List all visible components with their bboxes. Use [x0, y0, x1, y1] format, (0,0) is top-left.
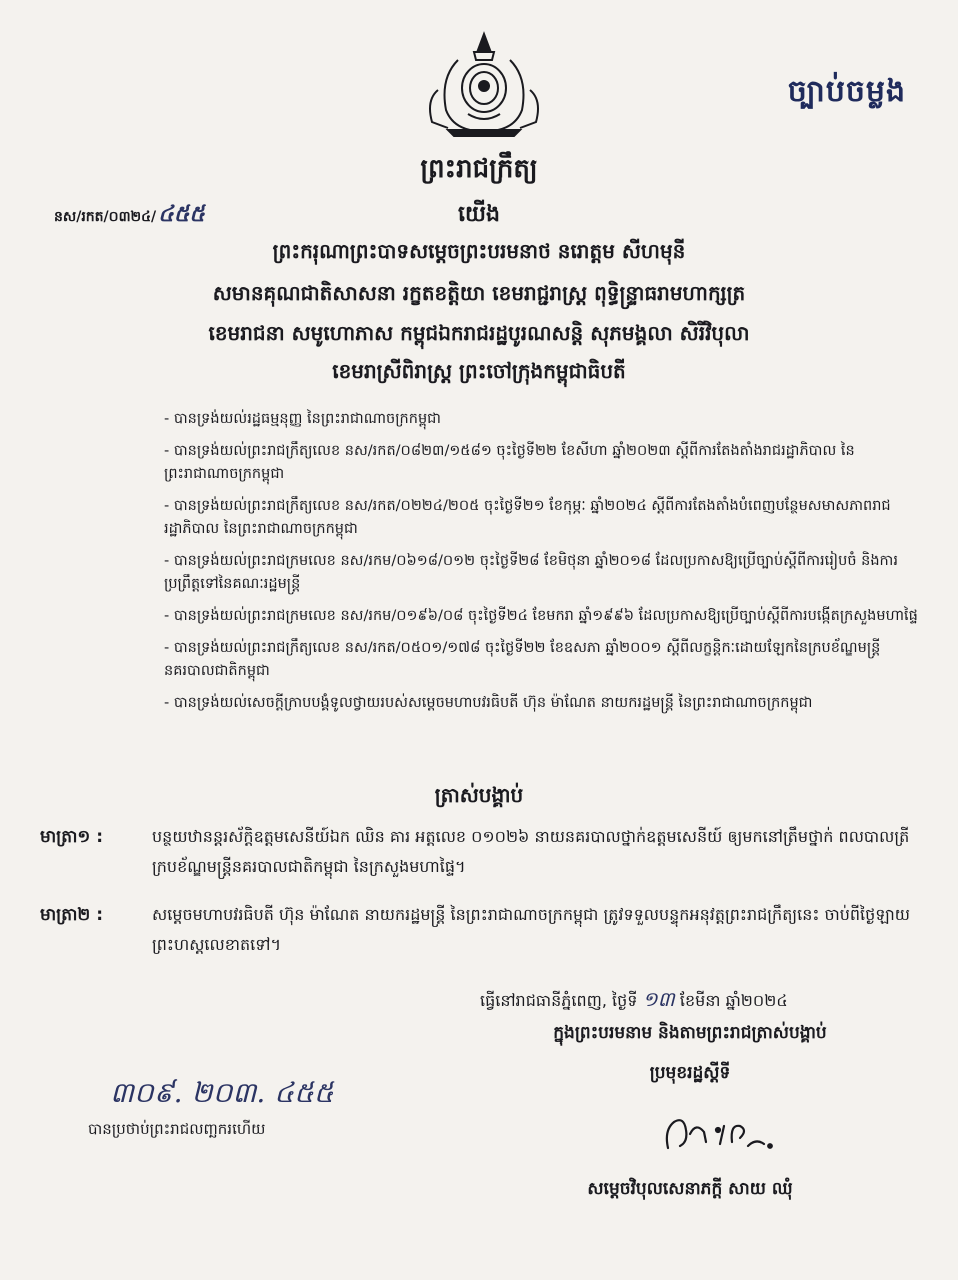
- decree-title: ព្រះរាជក្រឹត្យ: [420, 154, 538, 184]
- consideration-item: - បានទ្រង់យល់ព្រះរាជក្រឹត្យលេខ នស/រកត/០៨២៣/១៥៨១ ចុះថ្ងៃទី២២ ខែសីហា ឆ្នាំ២០២៣ ស្តីពីការតែងតាំងរាជរដ្ឋាភិបាល នៃព្រះរាជាណាចក្រកម្ពុជា: [164, 443, 855, 482]
- handwritten-signature-icon: [660, 1108, 780, 1156]
- article-text: បន្ថយឋានន្តរស័ក្តិឧត្តមសេនីយ៍ឯក ឈិន គារ អត្តលេខ ០១០២៦ នាយនគរបាលថ្នាក់ឧត្តមសេនីយ៍ ឲ្យមកនៅត្រឹមថ្នាក់ ពលបាលត្រី ក្របខ័ណ្ឌមន្ត្រីនគរបាលជាតិកម្ពុជា នៃក្រសួងមហាផ្ទៃ។: [152, 827, 910, 876]
- signature-block: [470, 1018, 910, 1088]
- day-handwritten: ១៣: [642, 987, 675, 1011]
- we-heading: យើង: [458, 202, 500, 227]
- article-2: [40, 900, 920, 960]
- order-heading: ត្រាស់បង្គាប់: [434, 783, 524, 807]
- article-text: សម្តេចមហាបវរធិបតី ហ៊ុន ម៉ាណែត នាយករដ្ឋមន្ត្រី នៃព្រះរាជាណាចក្រកម្ពុជា ត្រូវទទួលបន្ទុកអនុវត្តព្រះរាជក្រឹត្យនេះ ចាប់ពីថ្ងៃឡាយព្រះហស្តលេខាតទៅ។: [152, 905, 911, 954]
- done-at-suffix: ខែមីនា ឆ្នាំ២០២៤: [679, 991, 788, 1010]
- king-title-line: ព្រះករុណាព្រះបាទសម្តេចព្រះបរមនាថ នរោត្តម សីហមុនី: [272, 239, 686, 263]
- king-title-line: ខេមរាជនា សមូហោភាស កម្ពុជឯករាជរដ្ឋបូរណសន្តិ សុភមង្គលា សិរីវិបុលា: [208, 321, 750, 345]
- done-at-prefix: ធ្វើនៅរាជធានីភ្នំពេញ, ថ្ងៃទី: [480, 991, 638, 1010]
- consideration-item: - បានទ្រង់យល់ព្រះរាជក្រមលេខ នស/រកម/០៦១៨/០១២ ចុះថ្ងៃទី២៨ ខែមិថុនា ឆ្នាំ២០១៨ ដែលប្រកាសឱ្យប្រើច្បាប់ស្តីពីការរៀបចំ និងការប្រព្រឹត្តទៅនៃគណៈរដ្ឋមន្ត្រី: [164, 553, 898, 592]
- registration-number-handwritten: ៣០៩. ២០៣. ៤៥៥: [110, 1076, 334, 1109]
- reference-number-handwritten: ៤៥៥: [158, 201, 205, 227]
- place-and-date: [480, 986, 788, 1016]
- royal-coat-of-arms-icon: [418, 30, 550, 140]
- consideration-item: - បានទ្រង់យល់ព្រះរាជក្រឹត្យលេខ នស/រកត/០២២៤/២០៥ ចុះថ្ងៃទី២១ ខែកុម្ភៈ ឆ្នាំ២០២៤ ស្តីពីការតែងតាំងបំពេញបន្ថែមសមាសភាពរាជរដ្ឋាភិបាល នៃព្រះរាជាណាចក្រកម្ពុជា: [164, 498, 891, 537]
- consideration-item: - បានទ្រង់យល់ព្រះរាជក្រឹត្យលេខ នស/រកត/០៥០១/១៧៨ ចុះថ្ងៃទី២២ ខែឧសភា ឆ្នាំ២០០១ ស្តីពីលក្ខន្តិកៈដោយឡែកនៃក្របខ័ណ្ឌមន្ត្រីនគរបាលជាតិកម្ពុជា: [164, 640, 881, 679]
- king-title-line: សមានគុណជាតិសាសនា រក្ខតខត្តិយា ខេមរាជ្ជរាស្ត្រ ពុទ្ធិន្ទ្រាធរាមហាក្សត្រ: [212, 281, 746, 305]
- signer-name: សម្តេចវិបុលសេនាភក្តី សាយ ឈុំ: [587, 1179, 793, 1199]
- considerations-list: [164, 408, 924, 724]
- royal-order-line: ក្នុងព្រះបរមនាម និងតាមព្រះរាជត្រាស់បង្គាប់: [553, 1023, 827, 1043]
- king-title-line: ខេមរាស្រីពិរាស្ត្រ ព្រះចៅក្រុងកម្ពុជាធិបតី: [332, 359, 626, 383]
- consideration-item: - បានទ្រង់យល់ព្រះរាជក្រមលេខ នស/រកម/០១៩៦/០៨ ចុះថ្ងៃទី២៤ ខែមករា ឆ្នាំ១៩៩៦ ដែលប្រកាសឱ្យប្រើច្បាប់ស្តីពីការបង្កើតក្រសួងមហាផ្ទៃ: [164, 608, 918, 624]
- reference-prefix: នស/រកត/០៣២៤/: [54, 209, 157, 225]
- consideration-item: - បានទ្រង់យល់សេចក្តីក្រាបបង្គំទូលថ្វាយរបស់សម្តេចមហាបវរធិបតី ហ៊ុន ម៉ាណែត នាយករដ្ឋមន្ត្រី នៃព្រះរាជាណាចក្រកម្ពុជា: [164, 695, 813, 711]
- article-label: មាត្រា១ :: [40, 827, 104, 847]
- article-label: មាត្រា២ :: [40, 905, 104, 925]
- certified-copy-stamp: ច្បាប់ចម្លង: [787, 74, 906, 109]
- acting-head-of-state-title: ប្រមុខរដ្ឋស្តីទី: [649, 1063, 731, 1083]
- consideration-item: - បានទ្រង់យល់រដ្ឋធម្មនុញ្ញ នៃព្រះរាជាណាចក្រកម្ពុជា: [164, 411, 441, 427]
- registration-note: បានប្រថាប់ព្រះរាជលញ្ឆករហើយ: [88, 1120, 266, 1138]
- article-1: [40, 822, 920, 882]
